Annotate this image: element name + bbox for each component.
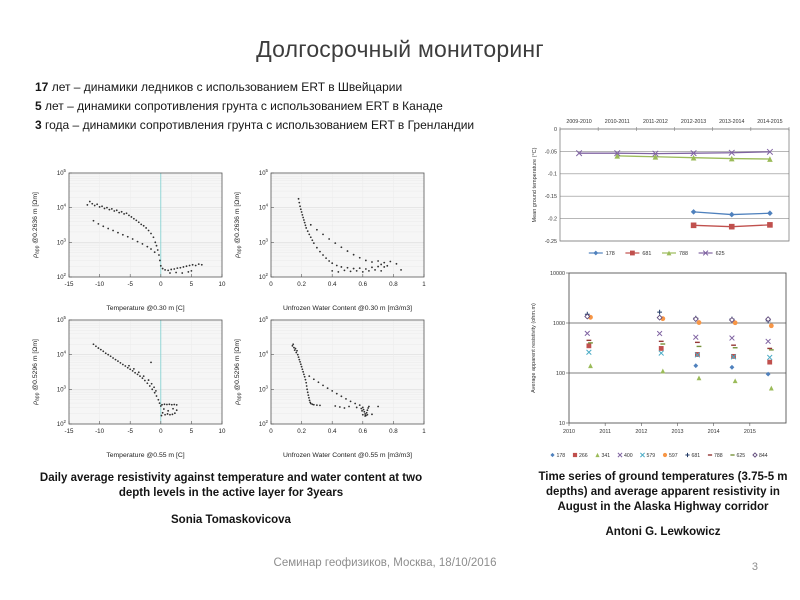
bullet-number: 3	[35, 118, 42, 132]
svg-text:-0.1: -0.1	[547, 171, 557, 178]
svg-text:625: 625	[736, 453, 746, 459]
svg-text:0.4: 0.4	[327, 428, 337, 435]
svg-text:788: 788	[714, 453, 723, 459]
svg-text:0.4: 0.4	[327, 281, 337, 288]
svg-text:103: $10^3$	[258, 384, 268, 394]
svg-text:103: $10^3$	[56, 237, 66, 247]
bullet-text: года – динамики сопротивления грунта с использованием ERT в Гренландии	[41, 118, 475, 132]
svg-text:Temperature @0.55 m [C]: Temperature @0.55 m [C]	[106, 452, 185, 459]
svg-text:2013: 2013	[671, 429, 684, 435]
svg-text:2011-2012: 2011-2012	[642, 119, 668, 125]
svg-text:2010: 2010	[563, 429, 575, 435]
footer-text: Семинар геофизиков, Москва, 18/10/2016	[273, 557, 497, 569]
svg-text:ρapp @0.2636 m [Ωm]: $\rho_{app}$ @0.2636 m [Ωm]	[234, 192, 243, 258]
svg-text:400: 400	[624, 453, 633, 459]
svg-text:Temperature @0.30 m [C]: Temperature @0.30 m [C]	[106, 305, 185, 312]
svg-text:597: 597	[669, 453, 678, 459]
ground-temperature-line-chart	[529, 103, 795, 263]
svg-text:2010-2011: 2010-2011	[604, 119, 630, 125]
svg-text:104: $10^4$	[258, 349, 268, 359]
left-figure-author: Sonia Tomaskovicova	[171, 514, 291, 526]
svg-text:-10: -10	[95, 281, 105, 288]
resistivity-vs-water-content-055-plot	[230, 314, 432, 461]
svg-text:-5: -5	[127, 428, 133, 435]
svg-text:-0.15: -0.15	[544, 194, 557, 201]
svg-text:0.8: 0.8	[389, 281, 398, 288]
svg-text:0: 0	[269, 428, 273, 435]
right-figure-author: Antoni G. Lewkowicz	[605, 526, 721, 538]
svg-text:-10: -10	[95, 428, 105, 435]
svg-text:788: 788	[679, 251, 688, 257]
svg-text:10000: 10000	[550, 271, 565, 277]
svg-text:2014-2015: 2014-2015	[757, 119, 783, 125]
svg-text:10: 10	[559, 421, 565, 427]
svg-text:103: $10^3$	[258, 237, 268, 247]
slide-title: Долгосрочный мониторинг	[256, 36, 544, 62]
left-figure-resistivity-grid	[28, 167, 432, 461]
resistivity-vs-temperature-055-plot	[28, 314, 230, 461]
svg-text:625: 625	[715, 251, 725, 257]
svg-text:ρapp @0.2636 m [Ωm]: $\rho_{app}$ @0.2636 m [Ωm]	[32, 192, 41, 258]
svg-text:2014: 2014	[707, 429, 720, 435]
svg-text:2011: 2011	[599, 429, 611, 435]
bullet-list	[35, 78, 474, 135]
svg-text:0: 0	[554, 126, 557, 133]
svg-text:341: 341	[601, 453, 611, 459]
svg-text:10: 10	[218, 281, 226, 288]
svg-text:105: $10^5$	[258, 168, 268, 177]
resistivity-vs-water-content-030-plot	[230, 167, 432, 314]
svg-text:0.6: 0.6	[358, 428, 368, 435]
svg-text:0.2: 0.2	[297, 428, 306, 435]
svg-text:5: 5	[189, 428, 194, 435]
svg-text:266: 266	[579, 453, 588, 459]
svg-text:178: 178	[605, 251, 615, 257]
svg-text:Average apparent resistivity (: Average apparent resistivity (ohm.m)	[531, 303, 537, 393]
svg-text:681: 681	[691, 453, 701, 459]
svg-text:1: 1	[422, 281, 426, 288]
svg-text:104: $10^4$	[56, 349, 66, 359]
bullet-number: 5	[35, 99, 42, 113]
right-figure-caption: Time series of ground temperatures (3.75-5 m depths) and average apparent resistivity in August in the Alaska Highway corridor	[538, 471, 788, 513]
svg-text:0: 0	[269, 281, 273, 288]
svg-text:2012-2013: 2012-2013	[680, 119, 707, 125]
svg-text:-0.2: -0.2	[547, 216, 557, 223]
bullet-number: 17	[35, 80, 49, 94]
resistivity-vs-temperature-030-plot	[28, 167, 230, 314]
svg-text:-15: -15	[64, 281, 74, 288]
svg-text:2015: 2015	[743, 429, 756, 435]
svg-text:103: $10^3$	[56, 384, 66, 394]
svg-text:105: $10^5$	[56, 315, 66, 324]
svg-text:100: 100	[556, 371, 565, 377]
svg-text:5: 5	[189, 281, 194, 288]
apparent-resistivity-scatter-chart	[527, 265, 798, 463]
svg-text:102: $10^2$	[258, 272, 268, 281]
svg-text:0: 0	[159, 428, 163, 435]
svg-text:0.8: 0.8	[389, 428, 398, 435]
svg-text:102: $10^2$	[258, 419, 268, 428]
svg-text:105: $10^5$	[56, 168, 66, 177]
svg-text:681: 681	[642, 251, 652, 257]
bullet-greenland	[35, 116, 474, 135]
bullet-text: лет – динамики сопротивления грунта с использованием ERT в Канаде	[41, 99, 443, 113]
bullet-text: лет – динамики ледников с использованием ERT в Швейцарии	[48, 80, 403, 94]
svg-text:0: 0	[159, 281, 163, 288]
svg-text:-0.05: -0.05	[544, 149, 557, 156]
svg-text:0.6: 0.6	[358, 281, 368, 288]
bullet-switzerland	[35, 78, 474, 97]
svg-text:Unfrozen Water Content @0.55 m: Unfrozen Water Content @0.55 m [m3/m3]	[282, 452, 413, 459]
svg-text:102: $10^2$	[56, 272, 66, 281]
svg-text:-0.25: -0.25	[544, 238, 557, 245]
svg-text:579: 579	[646, 453, 656, 459]
svg-text:0.2: 0.2	[297, 281, 306, 288]
bullet-canada	[35, 97, 474, 116]
svg-text:10: 10	[218, 428, 226, 435]
svg-text:2012: 2012	[635, 429, 648, 435]
svg-text:102: $10^2$	[56, 419, 66, 428]
svg-text:1: 1	[422, 428, 426, 435]
svg-text:-15: -15	[64, 428, 74, 435]
svg-text:105: $10^5$	[258, 315, 268, 324]
svg-text:844: 844	[759, 453, 768, 459]
svg-text:104: $10^4$	[258, 202, 268, 212]
svg-text:Mean ground temperature (°C): Mean ground temperature (°C)	[532, 147, 538, 223]
svg-text:ρapp @0.5296 m [Ωm]: $\rho_{app}$ @0.5296 m [Ωm]	[234, 339, 243, 405]
svg-text:ρapp @0.5296 m [Ωm]: $\rho_{app}$ @0.5296 m [Ωm]	[32, 339, 41, 405]
left-figure-caption: Daily average resistivity against temperature and water content at two depth levels in the active layer for 3years	[39, 472, 423, 499]
page-number: 3	[751, 561, 758, 573]
svg-text:178: 178	[556, 453, 566, 459]
svg-text:2013-2014: 2013-2014	[719, 119, 745, 125]
svg-text:2009-2010: 2009-2010	[566, 119, 592, 125]
svg-text:104: $10^4$	[56, 202, 66, 212]
svg-text:1000: 1000	[553, 321, 565, 327]
svg-text:-5: -5	[127, 281, 133, 288]
svg-text:Unfrozen Water Content @0.30 m: Unfrozen Water Content @0.30 m [m3/m3]	[282, 305, 413, 312]
